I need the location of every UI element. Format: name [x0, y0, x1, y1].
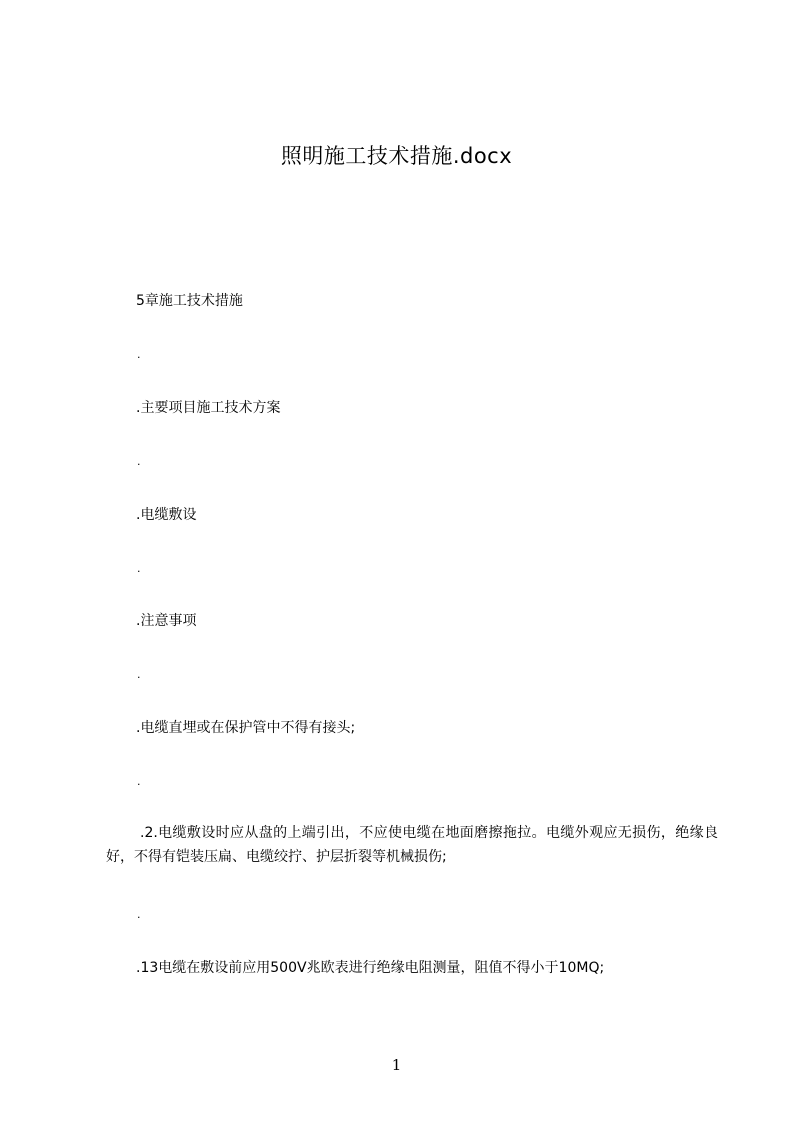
body-paragraph: .2.电缆敷设时应从盘的上端引出，不应使电缆在地面磨擦拖拉。电缆外观应无损伤，绝缘良好，不得有铠装压扁、电缆绞拧、护层折裂等机械损伤; [106, 825, 718, 865]
separator-dot: . [137, 455, 141, 468]
separator-dot: . [137, 775, 141, 788]
separator-dot: . [137, 562, 141, 575]
chapter-heading: 5章施工技术措施 [136, 293, 243, 309]
separator-dot: . [137, 668, 141, 681]
page-number: 1 [391, 1056, 402, 1074]
section-heading: .主要项目施工技术方案 [136, 400, 281, 416]
separator-dot: . [137, 908, 141, 921]
separator-dot: . [137, 348, 141, 361]
subsection-heading: .电缆敷设 [136, 507, 197, 523]
document-title: 照明施工技术措施.docx [280, 144, 513, 168]
body-paragraph: .13电缆在敷设前应用500V兆欧表进行绝缘电阻测量，阻值不得小于10MQ; [136, 960, 605, 976]
body-paragraph: .电缆直埋或在保护管中不得有接头; [136, 720, 356, 736]
notes-heading: .注意事项 [136, 613, 197, 629]
